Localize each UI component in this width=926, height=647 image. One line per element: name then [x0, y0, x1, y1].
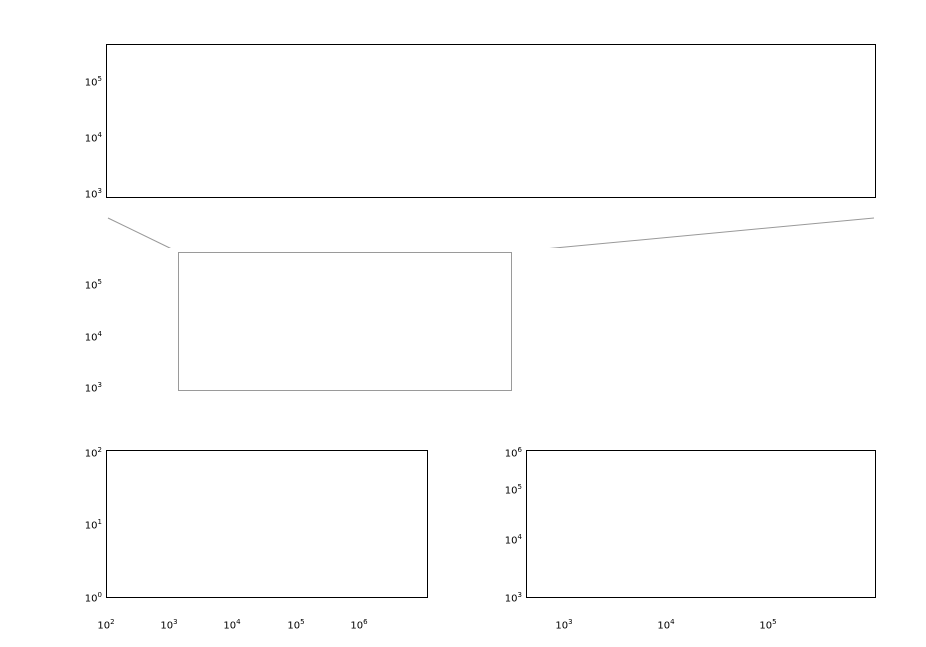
panel-br-xtick-2: $10^5$: [759, 618, 777, 632]
panel-br-ytick-1e3: $10^3$: [504, 591, 522, 605]
panel-bl-ytick-1e0: $10^0$: [84, 591, 102, 605]
panel-middle-plot-area[interactable]: [106, 248, 876, 391]
panel-br-ytick-1e4: $10^4$: [504, 533, 522, 547]
panel-bl-xtick-0: $10^2$: [97, 618, 115, 632]
panel-br-ytick-1e5: $10^5$: [504, 483, 522, 497]
panel-br-xtick-0: $10^3$: [555, 618, 573, 632]
panel-top-ytick-1e3: $10^3$: [84, 187, 102, 201]
panel-middle-ytick-1e4: $10^4$: [84, 330, 102, 344]
panel-br-ytick-1e6: $10^6$: [504, 446, 522, 460]
panel-top-ytick-1e5: $10^5$: [84, 75, 102, 89]
panel-bl-xtick-1: $10^3$: [160, 618, 178, 632]
panel-bl-ytick-1e1: $10^1$: [84, 518, 102, 532]
panel-bl-xtick-4: $10^6$: [350, 618, 368, 632]
panel-br-xtick-1: $10^4$: [657, 618, 675, 632]
panel-top-ytick-1e4: $10^4$: [84, 131, 102, 145]
panel-bottom-left-plot-area[interactable]: [106, 450, 428, 598]
panel-bl-xtick-2: $10^4$: [223, 618, 241, 632]
panel-bottom-right-plot-area[interactable]: [526, 450, 876, 598]
panel-bl-scatter-svg: [107, 451, 428, 598]
panel-middle-ytick-1e5: $10^5$: [84, 278, 102, 292]
panel-bl-ytick-1e2: $10^2$: [84, 446, 102, 460]
panel-br-scatter-svg: [527, 451, 876, 598]
panel-middle-ytick-1e3: $10^3$: [84, 381, 102, 395]
panel-bl-xtick-3: $10^5$: [287, 618, 305, 632]
panel-middle-series-svg: [106, 248, 876, 391]
